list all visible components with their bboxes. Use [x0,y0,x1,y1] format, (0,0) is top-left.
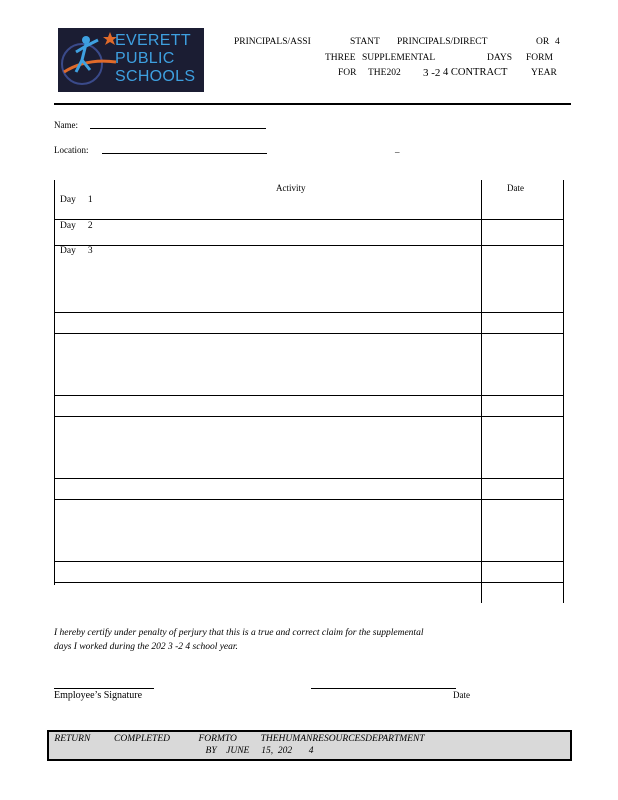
table-right-border [563,180,564,603]
return-instructions-line-1: RETURN COMPLETED FORMTO THEHUMANRESOURCESDEPARTMENT [54,734,425,744]
logo-line-2: PUBLIC [115,50,175,67]
date-column-header: Date [507,183,524,193]
title-word: DAYS [487,53,512,63]
table-row-line [54,582,564,583]
logo-line-1: EVERETT [115,32,191,49]
title-word: THE202 [368,68,401,78]
name-label: Name: [54,120,78,130]
name-field[interactable] [90,128,266,129]
logo-line-3: SCHOOLS [115,68,196,85]
certification-line-2: days I worked during the 202 3 -2 4 school year. [54,642,238,652]
title-word: 3 -2 [423,67,441,79]
table-left-border [54,180,55,585]
table-column-divider [481,180,482,603]
day-3-label [60,246,93,256]
day-number: 3 [87,246,93,256]
table-row-line [54,312,564,313]
activity-column-header: Activity [276,183,306,193]
title-word: FORM [526,53,553,63]
table-row-line [54,478,564,479]
title-word: 4 [555,37,560,47]
location-field[interactable] [102,153,267,154]
date-line[interactable] [311,688,456,689]
date-label: Date [453,690,470,700]
day-word: Day [60,195,76,205]
table-row-line [54,499,564,500]
location-label: Location: [54,145,89,155]
title-word: YEAR [531,68,557,78]
title-word: FOR [338,68,357,78]
header-divider [54,103,571,105]
location-mark: _ [395,144,400,154]
table-row-line [54,561,564,562]
certification-line-1: I hereby certify under penalty of perjury that this is a true and correct claim for the supplemental [54,628,424,638]
title-word: PRINCIPALS/ASSI [234,37,311,47]
title-word: 4 CONTRACT [443,67,508,78]
table-row-line [54,395,564,396]
return-instructions-line-2: BY JUNE 15, 202 4 [205,746,314,756]
logo-emblem-icon [58,28,118,92]
title-word: THREE [325,53,356,63]
table-row-line [54,245,564,246]
signature-line[interactable] [54,688,154,689]
table-row-line [54,416,564,417]
district-logo [58,28,204,92]
day-word: Day [60,221,76,231]
day-number: 2 [87,221,93,231]
table-row-line [54,219,564,220]
day-1-label [60,195,93,205]
title-word: PRINCIPALS/DIRECT [397,37,488,47]
day-2-label [60,221,93,231]
logo-text [115,32,195,86]
title-word: SUPPLEMENTAL [362,53,436,63]
title-word: STANT [350,37,380,47]
title-word: OR [536,37,550,47]
table-row-line [54,333,564,334]
day-number: 1 [87,195,93,205]
return-instructions-box [47,730,572,761]
employee-signature-label: Employee’s Signature [54,690,143,701]
day-word: Day [60,246,76,256]
